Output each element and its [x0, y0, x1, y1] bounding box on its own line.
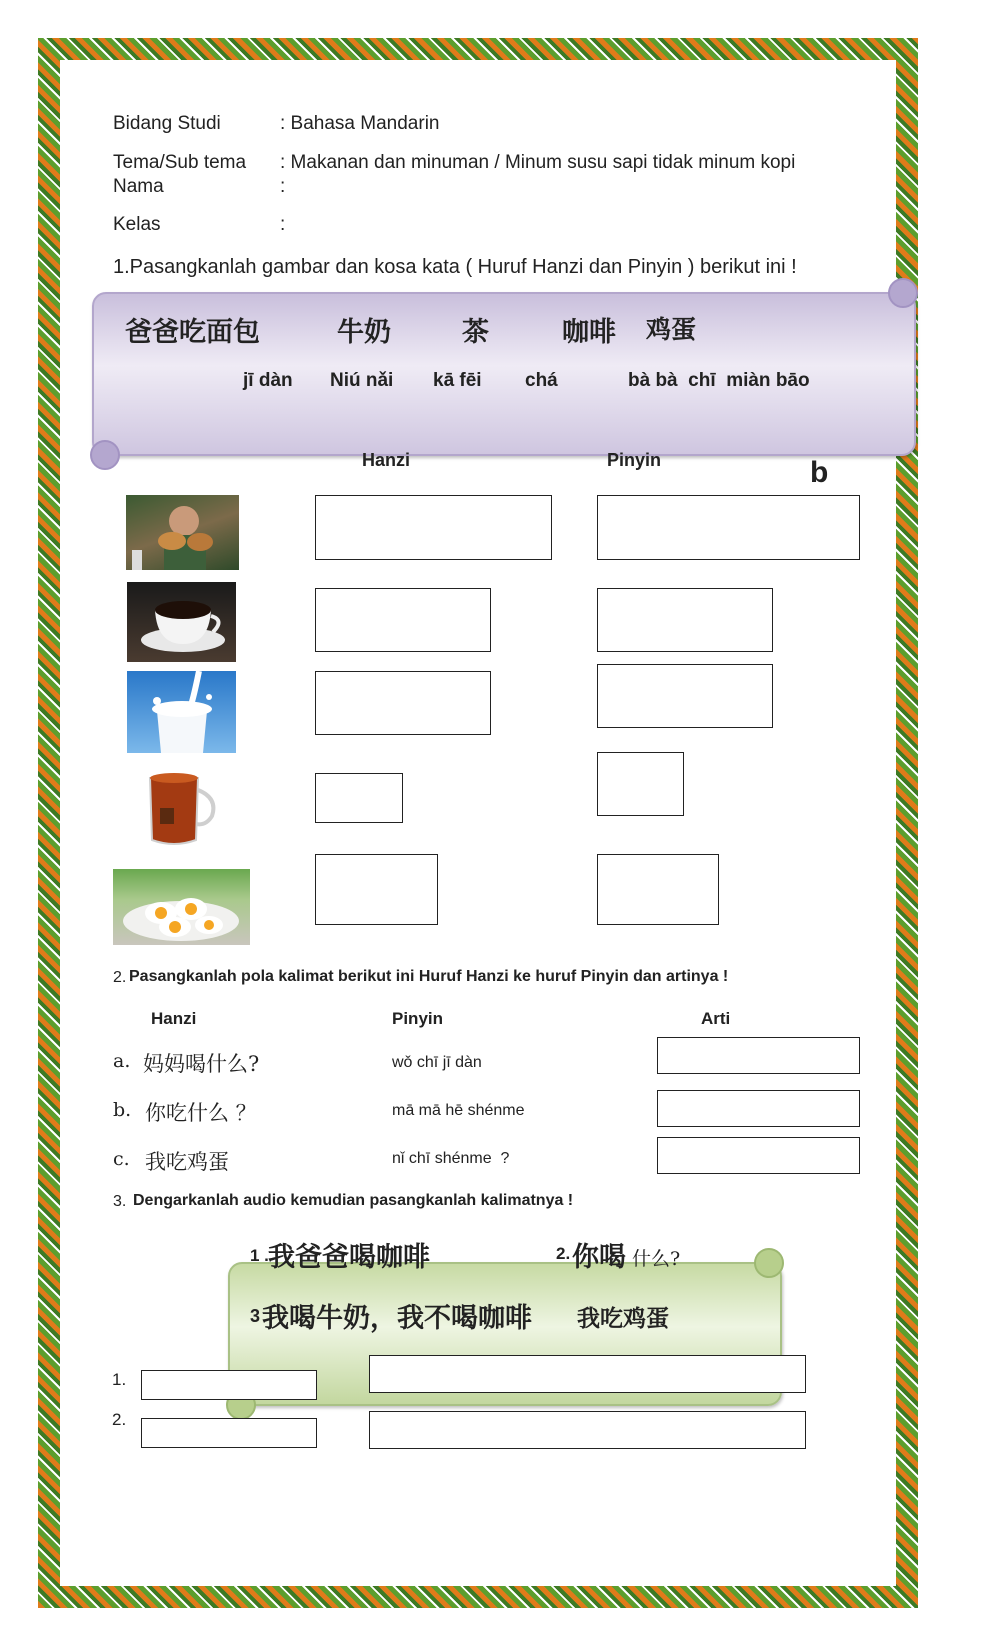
- name-label: Nama: [113, 176, 164, 197]
- pinyin-answer-box-1[interactable]: [597, 495, 860, 560]
- sentence-2: 你喝: [572, 1242, 626, 1273]
- name-value: :: [280, 176, 286, 197]
- hanzi-column-header: Hanzi: [362, 450, 411, 470]
- man-eating-bread-image: [126, 495, 239, 570]
- hanzi-answer-box-4[interactable]: [315, 773, 403, 823]
- q2-row-pinyin: wǒ chī jī dàn: [392, 1054, 482, 1071]
- q2-row-hanzi: 我吃鸡蛋: [145, 1150, 229, 1174]
- q2-arti-box-a[interactable]: [657, 1037, 860, 1074]
- pinyin-word: Niú nǎi: [330, 370, 394, 391]
- q2-arti-box-c[interactable]: [657, 1137, 860, 1174]
- class-label: Kelas: [113, 214, 161, 235]
- subject-label: Bidang Studi: [113, 113, 221, 134]
- q2-row-letter: b.: [113, 1099, 132, 1121]
- hanzi-word: 爸爸吃面包: [125, 317, 260, 348]
- q2-hanzi-header: Hanzi: [151, 1009, 197, 1028]
- hanzi-answer-box-3[interactable]: [315, 671, 491, 735]
- hanzi-word: 咖啡: [562, 317, 616, 348]
- pinyin-word: kā fēi: [433, 370, 482, 391]
- sentence-number: 3: [250, 1306, 261, 1326]
- hanzi-answer-box-5[interactable]: [315, 854, 438, 925]
- hanzi-word: 茶: [462, 317, 489, 348]
- coffee-cup-image: [127, 582, 236, 662]
- milk-glass-image: [127, 671, 236, 753]
- q2-row-letter: c.: [113, 1148, 130, 1170]
- boiled-eggs-image: [113, 869, 250, 945]
- q2-arti-header: Arti: [701, 1009, 731, 1028]
- pinyin-column-header: Pinyin: [607, 450, 662, 470]
- q3-sentence-box-1[interactable]: [369, 1355, 806, 1393]
- class-value: :: [280, 214, 286, 235]
- q2-pinyin-header: Pinyin: [392, 1009, 444, 1028]
- q3-instruction: Dengarkanlah audio kemudian pasangkanlah kalimatnya !: [133, 1192, 574, 1209]
- scroll-curl-icon: [90, 440, 120, 470]
- theme-label: Tema/Sub tema: [113, 152, 247, 173]
- q3-sentence-box-2[interactable]: [369, 1411, 806, 1449]
- sentence-4: 我吃鸡蛋: [577, 1305, 669, 1332]
- pinyin-answer-box-3[interactable]: [597, 664, 773, 728]
- sentence-3: 我喝牛奶，我不喝咖啡: [262, 1303, 532, 1334]
- pinyin-word: bà bà chī miàn bāo: [628, 370, 810, 391]
- pinyin-word: jī dàn: [243, 370, 293, 391]
- q1-instruction: 1.Pasangkanlah gambar dan kosa kata ( Huruf Hanzi dan Pinyin ) berikut ini !: [113, 256, 797, 278]
- q3-number-box-2[interactable]: [141, 1418, 317, 1448]
- sentence-number: 1 .: [250, 1246, 269, 1265]
- hanzi-word: 鸡蛋: [646, 315, 697, 344]
- q2-row-pinyin: nǐ chī shénme ?: [392, 1150, 510, 1167]
- scroll-curl-icon: [754, 1248, 784, 1278]
- pinyin-answer-box-5[interactable]: [597, 854, 719, 925]
- q2-number: 2.: [113, 969, 127, 986]
- sentence-1: 我爸爸喝咖啡: [268, 1242, 430, 1273]
- subject-value: : Bahasa Mandarin: [280, 113, 440, 134]
- hanzi-answer-box-2[interactable]: [315, 588, 491, 652]
- hanzi-word: 牛奶: [337, 317, 391, 348]
- q3-number-box-1[interactable]: [141, 1370, 317, 1400]
- q2-row-hanzi: 你吃什么 ？: [145, 1101, 257, 1125]
- q2-row-letter: a.: [113, 1050, 131, 1072]
- hanzi-answer-box-1[interactable]: [315, 495, 552, 560]
- pinyin-word: chá: [525, 370, 558, 391]
- pinyin-answer-box-4[interactable]: [597, 752, 684, 816]
- tea-mug-image: [140, 764, 222, 852]
- q2-row-pinyin: mā mā hē shénme: [392, 1102, 525, 1119]
- theme-value: : Makanan dan minuman / Minum susu sapi tidak minum kopi: [280, 152, 796, 173]
- answer-label: 1.: [112, 1370, 127, 1389]
- pinyin-answer-box-2[interactable]: [597, 588, 773, 652]
- corner-letter: b: [810, 456, 829, 489]
- sentence-2-suffix: 什么?: [632, 1248, 681, 1270]
- q3-number: 3.: [113, 1193, 127, 1210]
- answer-label: 2.: [112, 1410, 127, 1429]
- q2-arti-box-b[interactable]: [657, 1090, 860, 1127]
- sentence-number: 2.: [556, 1244, 571, 1263]
- scroll-curl-icon: [888, 278, 918, 308]
- q2-row-hanzi: 妈妈喝什么?: [143, 1052, 260, 1076]
- q2-instruction: Pasangkanlah pola kalimat berikut ini Huruf Hanzi ke huruf Pinyin dan artinya !: [129, 968, 729, 985]
